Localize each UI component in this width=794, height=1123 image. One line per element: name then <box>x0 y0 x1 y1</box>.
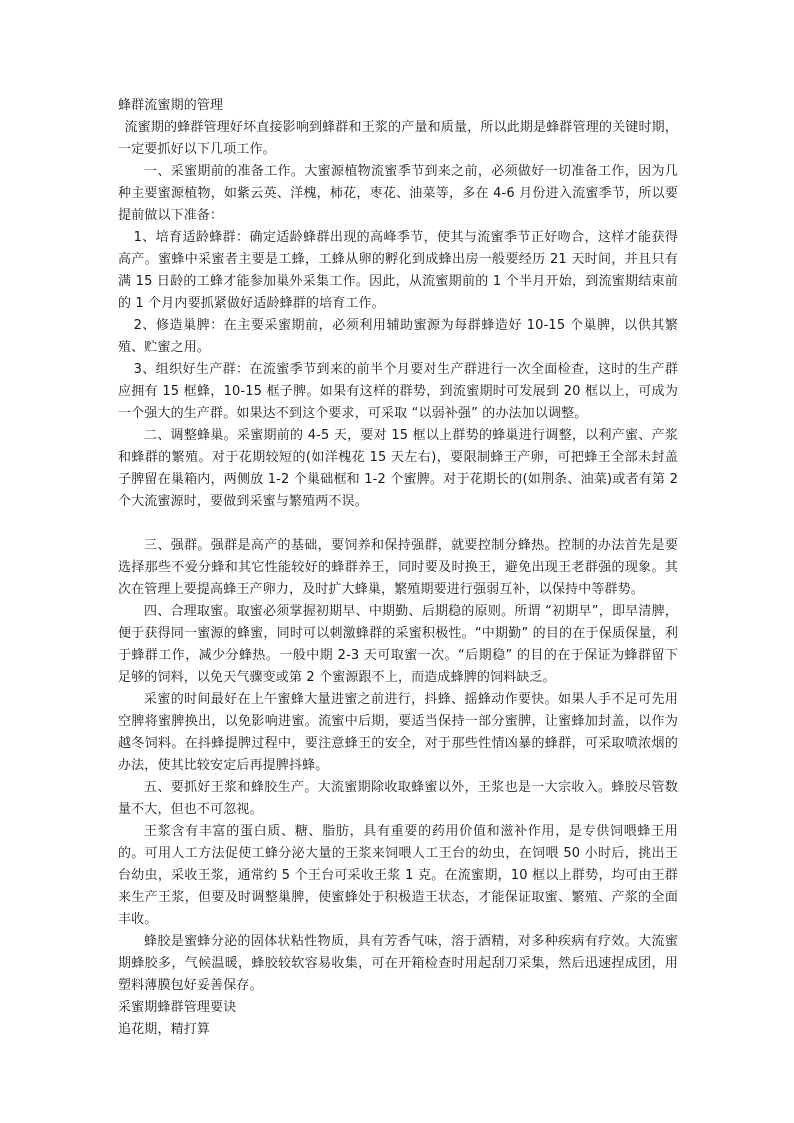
harvest-timing-paragraph: 采蜜的时间最好在上午蜜蜂大量进蜜之前进行，抖蜂、摇蜂动作要快。如果人手不足可先用空脾将蜜脾换出，以免影响进蜜。流蜜中后期，要适当保持一部分蜜脾，让蜜蜂加封盖，以作为越冬饲料。在抖蜂提脾过程中，要注意蜂王的安全，对于那些性情凶暴的蜂群，可采取喷浓烟的办法，使其比较安定后再提脾抖蜂。 <box>118 692 678 773</box>
intro-paragraph: 流蜜期的蜂群管理好坏直接影响到蜂群和王浆的产量和质量，所以此期是蜂群管理的关键时期，一定要抓好以下几项工作。 <box>118 120 678 157</box>
blank-line <box>118 513 678 535</box>
section-2-adjust-nest: 二、调整蜂巢。采蜜期前的 4-5 天，要对 15 框以上群势的蜂巢进行调整，以利产蜜、产浆和蜂群的繁殖。对于花期较短的(如洋槐花 15 天左右)，要限制蜂王产卵，可把蜂王全部未封盖子脾留在巢箱内，两侧放 1-2 个巢础框和 1-2 个蜜脾。对于花期长的(如荆条、油菜)或者有第 2 个大流蜜源时，要做到采蜜与繁殖两不误。 <box>118 428 678 509</box>
footer-line: 追花期，精打算 <box>118 1022 211 1037</box>
item-3-production-colony: 3、组织好生产群：在流蜜季节到来的前半个月要对生产群进行一次全面检查，这时的生产群应拥有 15 框蜂，10-15 框子脾。如果有这样的群势，到流蜜期时可发展到 20 框以上，可成为一个强大的生产群。如果达不到这个要求，可采取 “以弱补强” 的办法加以调整。 <box>118 362 678 421</box>
royal-jelly-paragraph: 王浆含有丰富的蛋白质、糖、脂肪，具有重要的药用价值和滋补作用，是专供饲喂蜂王用的。可用人工方法促使工蜂分泌大量的王浆来饲喂人工王台的幼虫，在饲喂 50 小时后，挑出王台幼虫，采收王浆，通常约 5 个王台可采收王浆 1 克。在流蜜期，10 框以上群势，均可由王群来生产王浆，但要及时调整巢脾，使蜜蜂处于积极造王状态，才能保证取蜜、繁殖、产浆的全面丰收。 <box>118 824 678 927</box>
section-4-harvest: 四、合理取蜜。取蜜必须掌握初期早、中期勤、后期稳的原则。所谓 “初期早”，即早清脾，便于获得同一蜜源的蜂蜜，同时可以刺激蜂群的采蜜积极性。“中期勤” 的目的在于保质保量，利于蜂群工作，减少分蜂热。一般中期 2-3 天可取蜜一次。“后期稳” 的目的在于保证为蜂群留下足够的饲料，以免天气骤变或第 2 个蜜源跟不上，而造成蜂脾的饲料缺乏。 <box>118 604 678 685</box>
footer-heading: 采蜜期蜂群管理要诀 <box>118 1000 237 1015</box>
item-2-combs: 2、修造巢脾：在主要采蜜期前，必须利用辅助蜜源为每群蜂造好 10-15 个巢脾，以供其繁殖、贮蜜之用。 <box>118 318 678 355</box>
section-1-preparation: 一、采蜜期前的准备工作。大蜜源植物流蜜季节到来之前，必须做好一切准备工作，因为几种主要蜜源植物，如紫云英、洋槐，柿花，枣花、油菜等，多在 4-6 月份进入流蜜季节，所以要提前做以下准备： <box>118 164 678 223</box>
section-5-royal-jelly-propolis: 五、要抓好王浆和蜂胶生产。大流蜜期除收取蜂蜜以外，王浆也是一大宗收入。蜂胶尽管数量不大，但也不可忽视。 <box>118 780 678 817</box>
document-body <box>118 95 678 1041</box>
document-title: 蜂群流蜜期的管理 <box>118 98 224 113</box>
propolis-paragraph: 蜂胶是蜜蜂分泌的固体状粘性物质，具有芳香气味，溶于酒精，对多种疾病有疗效。大流蜜期蜂胶多，气候温暖，蜂胶较软容易收集，可在开箱检查时用起刮刀采集，然后迅速捏成团，用塑料薄膜包好妥善保存。 <box>118 934 678 993</box>
item-1-breeding: 1、培育适龄蜂群：确定适龄蜂群出现的高峰季节，使其与流蜜季节正好吻合，这样才能获得高产。蜜蜂中采蜜者主要是工蜂，工蜂从卵的孵化到成蜂出房一般要经历 21 天时间，并且只有满 15 日龄的工蜂才能参加巢外采集工作。因此，从流蜜期前的 1 个半月开始，到流蜜期结束前的 1 个月内要抓紧做好适龄蜂群的培育工作。 <box>118 230 678 311</box>
section-3-strong-colony: 三、强群。强群是高产的基础，要饲养和保持强群，就要控制分蜂热。控制的办法首先是要选择那些不爱分蜂和其它性能较好的蜂群养王，同时要及时换王，避免出现王老群强的现象。其次在管理上要提高蜂王产卵力，及时扩大蜂巢，繁殖期要进行强弱互补，以保持中等群势。 <box>118 538 678 597</box>
